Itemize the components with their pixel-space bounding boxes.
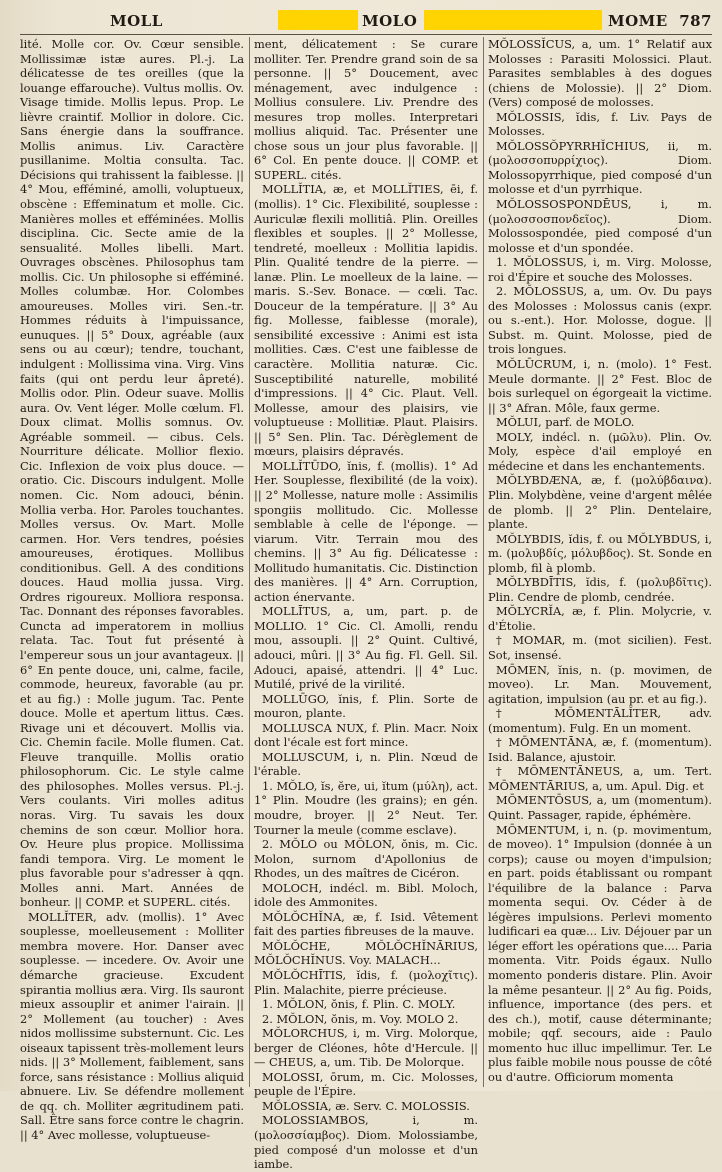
column-left (20, 37, 245, 1143)
entry-paragraph: MŎLOSSOSPONDĒUS, i, m. (μολοσσοσπονδεῖος). Diom. Molossospondée, pied composé d'un molosse et d'un spondée. (488, 197, 712, 255)
entry-paragraph: MŎLOSSIA, æ. Serv. C. MOLOSSIS. (262, 1098, 470, 1113)
entry-paragraph: MOLOSSIAMBOS, i, m. (μολοσσίαμβος). Diom. Molossiambe, pied composé d'un molosse et d'un iambe. (254, 1113, 478, 1172)
entry-paragraph: MŎLYBDÆNA, æ, f. (μολύβδαινα). Plin. Molybdène, veine d'argent mêlée de plomb. || 2° Plin. Dentelaire, plante. (488, 473, 712, 532)
entry-paragraph: MŎLUI, parf. de MOLO. (496, 415, 635, 430)
entry-paragraph: 1. MŎLO, ĭs, ĕre, ui, ĭtum (μύλη), act. 1° Plin. Moudre (les grains); en gén. moudre, broyer. || 2° Neut. Ter. Tourner la meule (comme esclave). (254, 778, 478, 837)
entry-paragraph: † MŌMENTĀNEUS, a, um. Tert. MŌMENTĀRIUS, a, um. Apul. Dig. et (488, 764, 712, 793)
entry-paragraph: † MOMAR, m. (mot sicilien). Fest. Sot, insensé. (488, 633, 712, 662)
text-columns (20, 37, 712, 1172)
entry-paragraph: MOLOSSI, ōrum, m. Cic. Molosses, peuple de l'Épire. (254, 1069, 478, 1099)
header-right-word: MOME (608, 12, 668, 30)
redaction-bar (278, 10, 358, 30)
entry-paragraph: MOLLUSCA NUX, f. Plin. Macr. Noix dont l'écale est fort mince. (254, 720, 478, 750)
entry-paragraph: MOLLĬTER, adv. (mollis). 1° Avec souplesse, moelleusement : Molliter membra movere. Hor. Danser avec souplesse. — incedere. Ov. Avoir une démarche gracieuse. Excudent spirantia mollius æra. Virg. Ils sauront mieux assouplir et animer l'airain. || 2° Mollement (au toucher) : Aves nidos mollissime substernunt. Cic. Les oiseaux tapissent très-mollement leurs nids. || 3° Mollement, faiblement, sans force, sans résistance : Mollius aliquid abnuere. Liv. Se défendre mollement de qq. ch. Molliter ægritudinem pati. Sall. Être sans force contre le chagrin. || 4° Avec mollesse, voluptueuse- (20, 909, 245, 1143)
entry-paragraph: † MŌMENTĀLĬTER, adv. (momentum). Fulg. En un moment. (488, 706, 712, 735)
column-middle (254, 37, 479, 1172)
entry-paragraph: MŎLOSSŎPYRRHĬCHIUS, ii, m. (μολοσσοπυρρίχιος). Diom. Molossopyrrhique, pied composé d'un molosse et d'un pyrrhique. (488, 138, 712, 197)
page-number: 787 (679, 12, 712, 30)
entry-paragraph: 1. MŎLOSSUS, i, m. Virg. Molosse, roi d'Épire et souche des Molosses. (488, 255, 712, 284)
entry-paragraph: MOLY, indécl. n. (μῶλυ). Plin. Ov. Moly, espèce d'ail employé en médecine et dans les enchantements. (488, 429, 712, 473)
column-right (488, 37, 712, 1087)
entry-paragraph: MOLOCH, indécl. m. Bibl. Moloch, idole des Ammonites. (254, 880, 478, 910)
redaction-bar (424, 10, 602, 30)
entry-paragraph: 1. MŎLON, ŏnis, f. Plin. C. MOLY. (262, 997, 456, 1012)
entry-paragraph: MOLLĬTIA, æ, et MOLLĬTIES, ēi, f. (mollis). 1° Cic. Flexibilité, souplesse : Auriculæ flexili mollitiâ. Plin. Oreilles flexibles et souples. || 2° Mollesse, tendreté, moelleux : Mollitia lapidis. Plin. Qualité tendre de la pierre. — lanæ. Plin. Le moelleux de la laine. — maris. S.-Sev. Bonace. — cœli. Tac. Douceur de la température. || 3° Au fig. Mollesse, faiblesse (morale), sensibilité excessive : Animi est ista mollities. Cæs. C'est une faiblesse de caractère. Mollitia naturæ. Cic. Susceptibilité naturelle, mobilité d'impressions. || 4° Cic. Plaut. Vell. Mollesse, amour des plaisirs, vie voluptueuse : Mollitiæ. Plaut. Plaisirs. || 5° Sen. Plin. Tac. Dérèglement de mœurs, plaisirs dépravés. (254, 182, 478, 459)
column-divider (483, 37, 484, 1087)
entry-paragraph: MŎLŪCRUM, i, n. (molo). 1° Fest. Meule dormante. || 2° Fest. Bloc de bois surlequel on égorgeait la victime. || 3° Afran. Môle, faux germe. (488, 357, 712, 415)
entry-paragraph: MŌMENTŌSUS, a, um (momentum). Quint. Passager, rapide, éphémère. (488, 793, 712, 822)
entry-paragraph: MŌMEN, ĭnis, n. (p. movimen, de moveo). Lr. Man. Mouvement, agitation, impulsion (au pr. et au fig.). (488, 662, 712, 706)
column-divider (249, 37, 250, 1087)
entry-paragraph: MOLLĬTŪDO, ĭnis, f. (mollis). 1° Ad Her. Souplesse, flexibilité (de la voix). || 2° Mollesse, nature molle : Assimilis spongiis mollitudo. Cic. Mollesse semblable à celle de l'éponge. — viarum. Vitr. Terrain mou des chemins. || 3° Au fig. Délicatesse : Mollitudo humanitatis. Cic. Distinction des manières. || 4° Arn. Corruption, action énervante. (254, 458, 479, 604)
entry-paragraph: MOLLŪGO, ĭnis, f. Plin. Sorte de mouron, plante. (254, 691, 478, 721)
page-header (20, 8, 712, 35)
entry-paragraph: 2. MŎLOSSUS, a, um. Ov. Du pays des Molosses : Molossus canis (expr. ou s.-ent.). Hor. Molosse, dogue. || Subst. m. Quint. Molosse, pied de trois longues. (488, 284, 712, 357)
entry-paragraph: MŎLŎCHĬNA, æ, f. Isid. Vêtement fait des parties fibreuses de la mauve. (254, 909, 478, 939)
entry-paragraph: MŌMENTUM, i, n. (p. movimentum, de moveo). 1° Impulsion (donnée à un corps); cause ou moyen d'impulsion; en part. poids établissant ou rompant l'équilibre de la balance : Parva momenta sequi. Ov. Céder à de légères impulsions. Perlevi momento ludificari ea quæ... Liv. Déjouer par un léger effort les opérations que.... Paria momenta. Vitr. Poids égaux. Nullo momento ponderis distare. Plin. Avoir la même pesanteur. || 2° Au fig. Poids, influence, importance (des pers. et des ch.), motif, cause déterminante; mobile; qqf. secours, aide : Paulo momento huc illuc impellimur. Ter. Le plus faible mobile nous pousse de côté ou d'autre. Officiorum momenta (488, 822, 712, 1084)
entry-paragraph: MOLLĪTUS, a, um, part. p. de MOLLIO. 1° Cic. Cl. Amolli, rendu mou, assoupli. || 2° Quint. Cultivé, adouci, mûri. || 3° Au fig. Fl. Gell. Sil. Adouci, apaisé, attendri. || 4° Luc. Mutilé, privé de la virilité. (254, 604, 478, 692)
entry-paragraph: † MŌMENTĀNA, æ, f. (momentum). Isid. Balance, ajustoir. (488, 735, 712, 764)
entry-paragraph: lité. Molle cor. Ov. Cœur sensible. Mollissimæ istæ aures. Pl.-j. La délicatesse de tes oreilles (que la louange effarouche). Vultus mollis. Ov. Visage timide. Mollis lepus. Prop. Le lièvre craintif. Mollior in dolore. Cic. Sans énergie dans la souffrance. Mollis animus. Liv. Caractère pusillanime. Moltia consulta. Tac. Décisions qui trahissent la faiblesse. || 4° Mou, efféminé, amolli, voluptueux, obscène : Effeminatum et molle. Cic. Manières molles et efféminées. Mollis disciplina. Cic. Secte amie de la sensualité. Molles libelli. Mart. Ouvrages obscènes. Philosophus tam mollis. Cic. Un philosophe si efféminé. Molles columbæ. Hor. Colombes amoureuses. Molles viri. Sen.-tr. Hommes réduits à l'impuissance, eunuques. || 5° Doux, agréable (aux sens ou au cœur); tendre, touchant, indulgent : Mollissima vina. Virg. Vins faits (qui ont perdu leur âpreté). Mollis odor. Plin. Odeur suave. Mollis aura. Ov. Vent léger. Molle cœlum. Fl. Doux climat. Mollis somnus. Ov. Agréable sommeil. — cibus. Cels. Nourriture délicate. Mollior flexio. Cic. Inflexion de voix plus douce. — oratio. Cic. Discours indulgent. Molle nomen. Cic. Nom adouci, bénin. Mollia verba. Hor. Paroles touchantes. Molles versus. Ov. Mart. Molle carmen. Hor. Vers tendres, poésies amoureuses, érotiques. Mollibus conditionibus. Gell. A des conditions douces. Haud mollia jussa. Virg. Ordres rigoureux. Molliora responsa. Tac. Donnant des réponses favorables. Cuncta ad imperatorem in mollius relata. Tac. Tout fut présenté à l'empereur sous un jour avantageux. || 6° En pente douce, uni, calme, facile, commode, heureux, favorable (au pr. et au fig.) : Molle jugum. Tac. Pente douce. Molle et apertum littus. Cæs. Rivage uni et découvert. Mollis via. Cic. Chemin facile. Molle flumen. Cat. Fleuve tranquille. Mollis oratio philosophorum. Cic. Le style calme des philosophes. Molles versus. Pl.-j. Vers coulants. Viri molles aditus noras. Virg. Tu savais les doux chemins de son cœur. Mollior hora. Ov. Heure plus propice. Mollissima fandi tempora. Virg. Le moment le plus favorable pour s'adresser à qqn. Molles anni. Mart. Années de bonheur. || COMP. et SUPERL. cités. (20, 37, 244, 910)
entry-paragraph: MŎLORCHUS, i, m. Virg. Molorque, berger de Cléones, hôte d'Hercule. || — CHEUS, a, um. Tib. De Molorque. (254, 1026, 478, 1070)
entry-paragraph: MŎLOSSĬCUS, a, um. 1° Relatif aux Molosses : Parasiti Molossici. Plaut. Parasites semblables à des dogues (chiens de Molossie). || 2° Diom. (Vers) composé de molosses. (488, 37, 712, 110)
entry-paragraph: 2. MŎLON, ŏnis, m. Voy. MOLO 2. (262, 1011, 459, 1026)
entry-paragraph: MŎLOSSIS, ĭdis, f. Liv. Pays de Molosses. (488, 109, 712, 139)
entry-paragraph: MŎLYBDĪTIS, ĭdis, f. (μολυβδῖτις). Plin. Cendre de plomb, cendrée. (488, 575, 712, 604)
entry-paragraph: MŎLŎCHĪTIS, ĭdis, f. (μολοχῖτις). Plin. Malachite, pierre précieuse. (254, 968, 478, 997)
entry-paragraph: MŎLYCRĬA, æ, f. Plin. Molycrie, v. d'Étolie. (488, 604, 712, 633)
entry-paragraph: ment, délicatement : Se curare molliter. Ter. Prendre grand soin de sa personne. || 5° Doucement, avec ménagement, avec indulgence : Mollius consulere. Liv. Prendre des mesures trop molles. Interpretari mollius aliquid. Tac. Présenter une chose sous un jour plus favorable. || 6° Col. En pente douce. || COMP. et SUPERL. cités. (254, 37, 478, 182)
header-middle-word: MOLO (362, 12, 418, 30)
header-left-word: MOLL (110, 12, 163, 30)
entry-paragraph: MOLLUSCUM, i, n. Plin. Nœud de l'érable. (254, 749, 478, 779)
entry-paragraph: 2. MŎLO ou MŎLON, ŏnis, m. Cic. Molon, surnom d'Apollonius de Rhodes, un des maîtres de Cicéron. (254, 837, 478, 881)
entry-paragraph: MŎLŎCHE, MŎLŎCHĬNĀRIUS, MŎLŎCHĬNUS. Voy. MALACH... (254, 938, 478, 968)
entry-paragraph: MŎLYBDIS, ĭdis, f. ou MŎLYBDUS, i, m. (μολυβδίς, μόλυβδος). St. Sonde en plomb, fil à plomb. (488, 531, 712, 575)
